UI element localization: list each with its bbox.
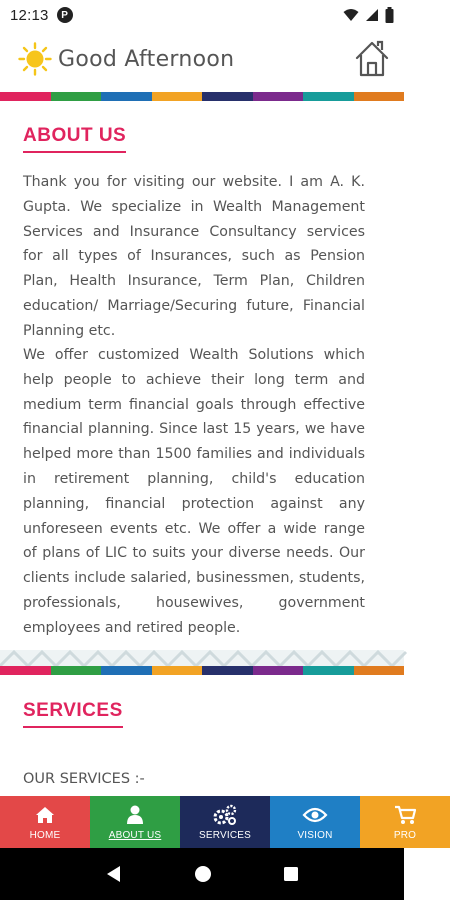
color-strip-segment	[51, 666, 102, 675]
color-strip-bottom	[0, 666, 404, 675]
nav-products[interactable]	[360, 796, 450, 848]
services-title-text: SERVICES	[23, 700, 123, 721]
greeting-text: Good Afternoon	[58, 47, 235, 72]
nav-home[interactable]	[0, 796, 90, 848]
eye-icon	[303, 807, 327, 823]
nav-home-label: HOME	[29, 829, 61, 841]
about-title	[23, 125, 126, 153]
app-header	[0, 30, 404, 92]
signal-icon	[365, 8, 379, 22]
about-title-text: ABOUT US	[23, 125, 127, 146]
cart-icon	[394, 805, 416, 825]
color-strip-segment	[51, 92, 102, 101]
battery-icon	[385, 7, 394, 23]
status-time: 12:13	[10, 6, 49, 24]
color-strip-segment	[253, 92, 304, 101]
color-strip-segment	[0, 666, 51, 675]
color-strip-segment	[152, 92, 203, 101]
color-strip-segment	[354, 666, 405, 675]
color-strip-segment	[202, 92, 253, 101]
nav-services[interactable]	[180, 796, 270, 848]
status-icons	[343, 7, 394, 23]
nav-services-label: SERVICES	[199, 829, 251, 841]
color-strip-segment	[354, 92, 405, 101]
services-title	[23, 700, 123, 728]
home-icon[interactable]	[354, 40, 390, 78]
color-strip-segment	[253, 666, 304, 675]
bottom-navigation	[0, 796, 417, 848]
home-circle-icon[interactable]	[194, 865, 212, 883]
color-strip-segment	[152, 666, 203, 675]
nav-about-us[interactable]	[90, 796, 180, 848]
our-services-label: OUR SERVICES :-	[23, 771, 145, 787]
about-paragraph-2: We offer customized Wealth Solutions which help people to achieve their long term and medium term financial goals through effective financial planning. Since last 15 years, we have helped more than 1500 families and individuals in retirement planning, child's education planning, financial protection against any unforeseen events etc. We offer a wide range of plans of LIC to suits your diverse needs. Our clients include salaried, businessmen, students, professionals, housewives, government employees and retired people.	[23, 347, 365, 636]
recents-icon[interactable]	[283, 866, 299, 882]
sun-icon	[18, 42, 52, 76]
nav-about-us-label: ABOUT US	[108, 829, 162, 841]
color-strip-segment	[0, 92, 51, 101]
color-strip-segment	[303, 92, 354, 101]
status-bar	[0, 0, 404, 30]
chevron-pattern	[0, 650, 404, 666]
notification-badge: P	[57, 7, 73, 23]
nav-products-label: PRO	[393, 829, 417, 841]
color-strip-segment	[101, 92, 152, 101]
about-paragraph-1: Thank you for visiting our website. I am A. K. Gupta. We specialize in Wealth Management Services and Insurance Consultancy services for all types of Insurances, such as Pension Plan, Health Insurance, Term Plan, Children education/ Marriage/Securing future, Financial Planning etc.	[23, 174, 365, 339]
home-icon	[35, 806, 55, 824]
system-navigation-bar	[0, 848, 404, 900]
color-strip-segment	[101, 666, 152, 675]
back-icon[interactable]	[105, 865, 123, 883]
color-strip-top	[0, 92, 404, 101]
decorative-pattern	[0, 650, 404, 666]
user-icon	[126, 805, 144, 825]
wifi-icon	[343, 8, 359, 22]
color-strip-segment	[303, 666, 354, 675]
services-title-underline	[23, 726, 123, 728]
nav-vision[interactable]	[270, 796, 360, 848]
color-strip-segment	[202, 666, 253, 675]
about-title-underline	[23, 151, 126, 153]
nav-vision-label: VISION	[297, 829, 333, 841]
gears-icon	[213, 804, 237, 826]
